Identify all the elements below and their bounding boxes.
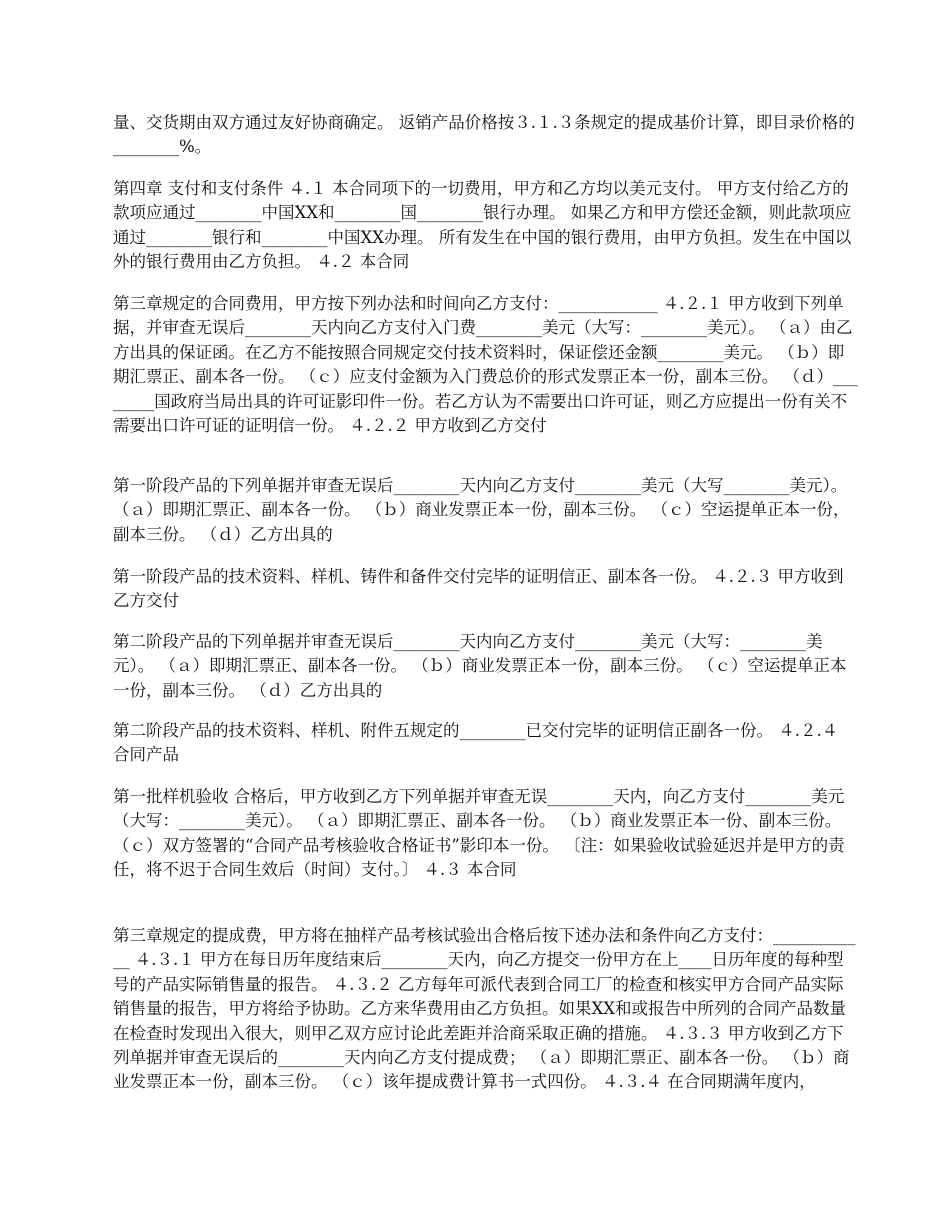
paragraph-return-sales-price: 量、交货期由双方通过友好协商确定。 返销产品价格按３.１.３条规定的提成基价计算，即目录价格的________%。 [113, 113, 855, 157]
paragraph-stage-1-technical-data: 第一阶段产品的技术资料、样机、铸件和备件交付完毕的证明信正、副本各一份。 ４.２.３ 甲方收到乙方交付 [113, 567, 844, 611]
paragraph-stage-1-documents: 第一阶段产品的下列单据并审查无误后________天内向乙方支付________美元（大写________美元）。 （ａ）即期汇票正、副本各一份。 （ｂ）商业发票正本一份，副本三份。 （ｃ）空运提单正本一份，副本三份。 （ｄ）乙方出具的 [113, 476, 850, 544]
paragraph-chapter-4-payment: 第四章 支付和支付条件 ４.１ 本合同项下的一切费用，甲方和乙方均以美元支付。 甲方支付给乙方的款项应通过________中国XX和________国________银行办理。 如果乙方和甲方偿还金额，则此款项应通过________银行和________中国XX办理。 所有发生在中国的银行费用，由甲方负担。发生在中国以外的银行费用由乙方负担。 ４.２ 本合同 [113, 179, 852, 272]
paragraph-entry-fee: 第三章规定的合同费用，甲方按下列办法和时间向乙方支付：____________ ４.２.１ 甲方收到下列单据，并审查无误后________天内向乙方支付入门费________美元（大写：________美元）。 （ａ）由乙方出具的保证函。在乙方不能按照合同规定交付技术资料时，保证偿还金额________美元。 （ｂ）即期汇票正、副本各一份。 （ｃ）应支付金额为入门费总价的形式发票正本一份，副本三份。 （ｄ）________国政府当局出具的许可证影印件一份。若乙方认为不需要出口许可证，则乙方应提出一份有关不需要出口许可证的证明信一份。 ４.２.２ 甲方收到乙方交付 [113, 294, 858, 436]
paragraph-stage-2-documents: 第二阶段产品的下列单据并审查无误后________天内向乙方支付________美元（大写：________美元）。 （ａ）即期汇票正、副本各一份。 （ｂ）商业发票正本一份，副本三份。 （ｃ）空运提单正本一份，副本三份。 （ｄ）乙方出具的 [113, 632, 847, 700]
paragraph-first-batch-acceptance: 第一批样机验收 合格后，甲方收到乙方下列单据并审查无误________天内，向乙方支付________美元（大写：________美元）。 （ａ）即期汇票正、副本各一份。 （ｂ）商业发票正本一份、副本三份。 （ｃ）双方签署的“合同产品考核验收合格证书”影印本一份。 〔注：如果验收试验延迟并是甲方的责任，将不迟于合同生效后（时间）支付。〕 ４.３ 本合同 [113, 787, 845, 880]
paragraph-stage-2-technical-data: 第二阶段产品的技术资料、样机、附件五规定的________已交付完毕的证明信正副各一份。 ４.２.４ 合同产品 [113, 721, 839, 765]
paragraph-royalty-payment: 第三章规定的提成费，甲方将在抽样产品考核试验出合格后按下述办法和条件向乙方支付：____________ ４.３.１ 甲方在每日历年度结束后________天内，向乙方提交一份甲方在上____日历年度的每种型号的产品实际销售量的报告。 ４.３.２ 乙方每年可派代表到合同工厂的检查和核实甲方合同产品实际销售量的报告，甲方将给予协助。乙方来华费用由乙方负担。如果XX和或报告中所列的合同产品数量在检查时发现出入很大，则甲乙双方应讨论此差距并洽商采取正确的措施。 ４.３.３ 甲方收到乙方下列单据并审查无误后的________天内向乙方支付提成费； （ａ）即期汇票正、副本各一份。 （ｂ）商业发票正本一份，副本三份。 （ｃ）该年提成费计算书一式四份。 ４.３.４ 在合同期满年度内， [113, 926, 856, 1092]
